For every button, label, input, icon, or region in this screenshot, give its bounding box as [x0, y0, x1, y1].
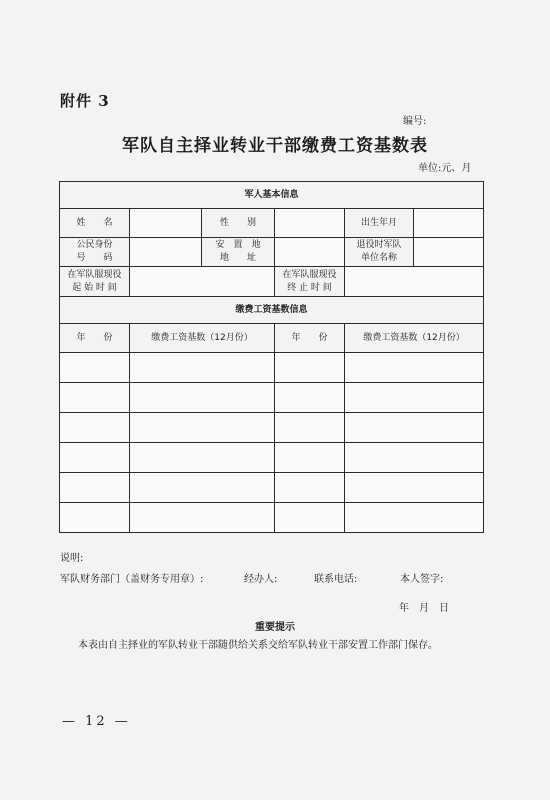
military-unit-field[interactable]	[414, 238, 484, 267]
birth-label: 出生年月	[345, 209, 414, 238]
service-end-label: 在军队服现役 终 止 时 间	[275, 267, 345, 297]
base-cell[interactable]	[345, 443, 484, 473]
form-table	[59, 181, 484, 533]
base-cell[interactable]	[130, 353, 275, 383]
handler-label: 经办人:	[244, 574, 278, 585]
unit-label: 单位:元、月	[418, 163, 472, 174]
date-label: 年 月 日	[399, 603, 449, 614]
base-cell[interactable]	[130, 443, 275, 473]
placement-address-field[interactable]	[275, 238, 345, 267]
table-row	[60, 413, 484, 443]
signature-label: 本人签字:	[400, 574, 444, 585]
finance-department-label: 军队财务部门（盖财务专用章）:	[60, 574, 204, 585]
base-cell[interactable]	[345, 383, 484, 413]
base-cell[interactable]	[345, 473, 484, 503]
service-start-field[interactable]	[130, 267, 275, 297]
important-notice-text: 本表由自主择业的军队转业干部随供给关系交给军队转业干部安置工作部门保存。	[78, 640, 438, 651]
service-end-field[interactable]	[345, 267, 484, 297]
table-row	[60, 473, 484, 503]
base-cell[interactable]	[130, 413, 275, 443]
important-notice-title: 重要提示	[255, 622, 295, 633]
year-cell[interactable]	[275, 503, 345, 533]
year-cell[interactable]	[60, 443, 130, 473]
base-column-header-right: 缴费工资基数（12月份）	[345, 324, 484, 353]
id-number-field[interactable]	[130, 238, 202, 267]
gender-field[interactable]	[275, 209, 345, 238]
year-cell[interactable]	[275, 353, 345, 383]
base-cell[interactable]	[130, 383, 275, 413]
section-salary-base-title: 缴费工资基数信息	[60, 297, 484, 324]
placement-address-label: 安 置 地 地 址	[202, 238, 275, 267]
table-row	[60, 503, 484, 533]
name-label: 姓 名	[60, 209, 130, 238]
gender-label: 性 别	[202, 209, 275, 238]
attachment-label: 附件 3	[60, 92, 110, 110]
page-title: 军队自主择业转业干部缴费工资基数表	[122, 136, 428, 156]
year-cell[interactable]	[60, 473, 130, 503]
year-column-header-left: 年 份	[60, 324, 130, 353]
year-cell[interactable]	[60, 353, 130, 383]
table-row	[60, 443, 484, 473]
birth-field[interactable]	[414, 209, 484, 238]
year-cell[interactable]	[275, 413, 345, 443]
year-cell[interactable]	[60, 413, 130, 443]
note-label: 说明:	[60, 553, 84, 564]
table-row	[60, 383, 484, 413]
base-column-header-left: 缴费工资基数（12月份）	[130, 324, 275, 353]
id-number-label: 公民身份 号 码	[60, 238, 130, 267]
table-row	[60, 353, 484, 383]
base-cell[interactable]	[345, 353, 484, 383]
service-start-label: 在军队服现役 起 始 时 间	[60, 267, 130, 297]
year-cell[interactable]	[275, 383, 345, 413]
name-field[interactable]	[130, 209, 202, 238]
year-cell[interactable]	[60, 383, 130, 413]
year-cell[interactable]	[275, 473, 345, 503]
serial-number-label: 编号:	[403, 116, 427, 127]
base-cell[interactable]	[130, 503, 275, 533]
section-basic-info-title: 军人基本信息	[60, 182, 484, 209]
year-cell[interactable]	[60, 503, 130, 533]
year-cell[interactable]	[275, 443, 345, 473]
base-cell[interactable]	[345, 503, 484, 533]
year-column-header-right: 年 份	[275, 324, 345, 353]
base-cell[interactable]	[130, 473, 275, 503]
phone-label: 联系电话:	[314, 574, 358, 585]
page-number: — 12 —	[62, 714, 131, 729]
base-cell[interactable]	[345, 413, 484, 443]
military-unit-label: 退役时军队 单位名称	[345, 238, 414, 267]
